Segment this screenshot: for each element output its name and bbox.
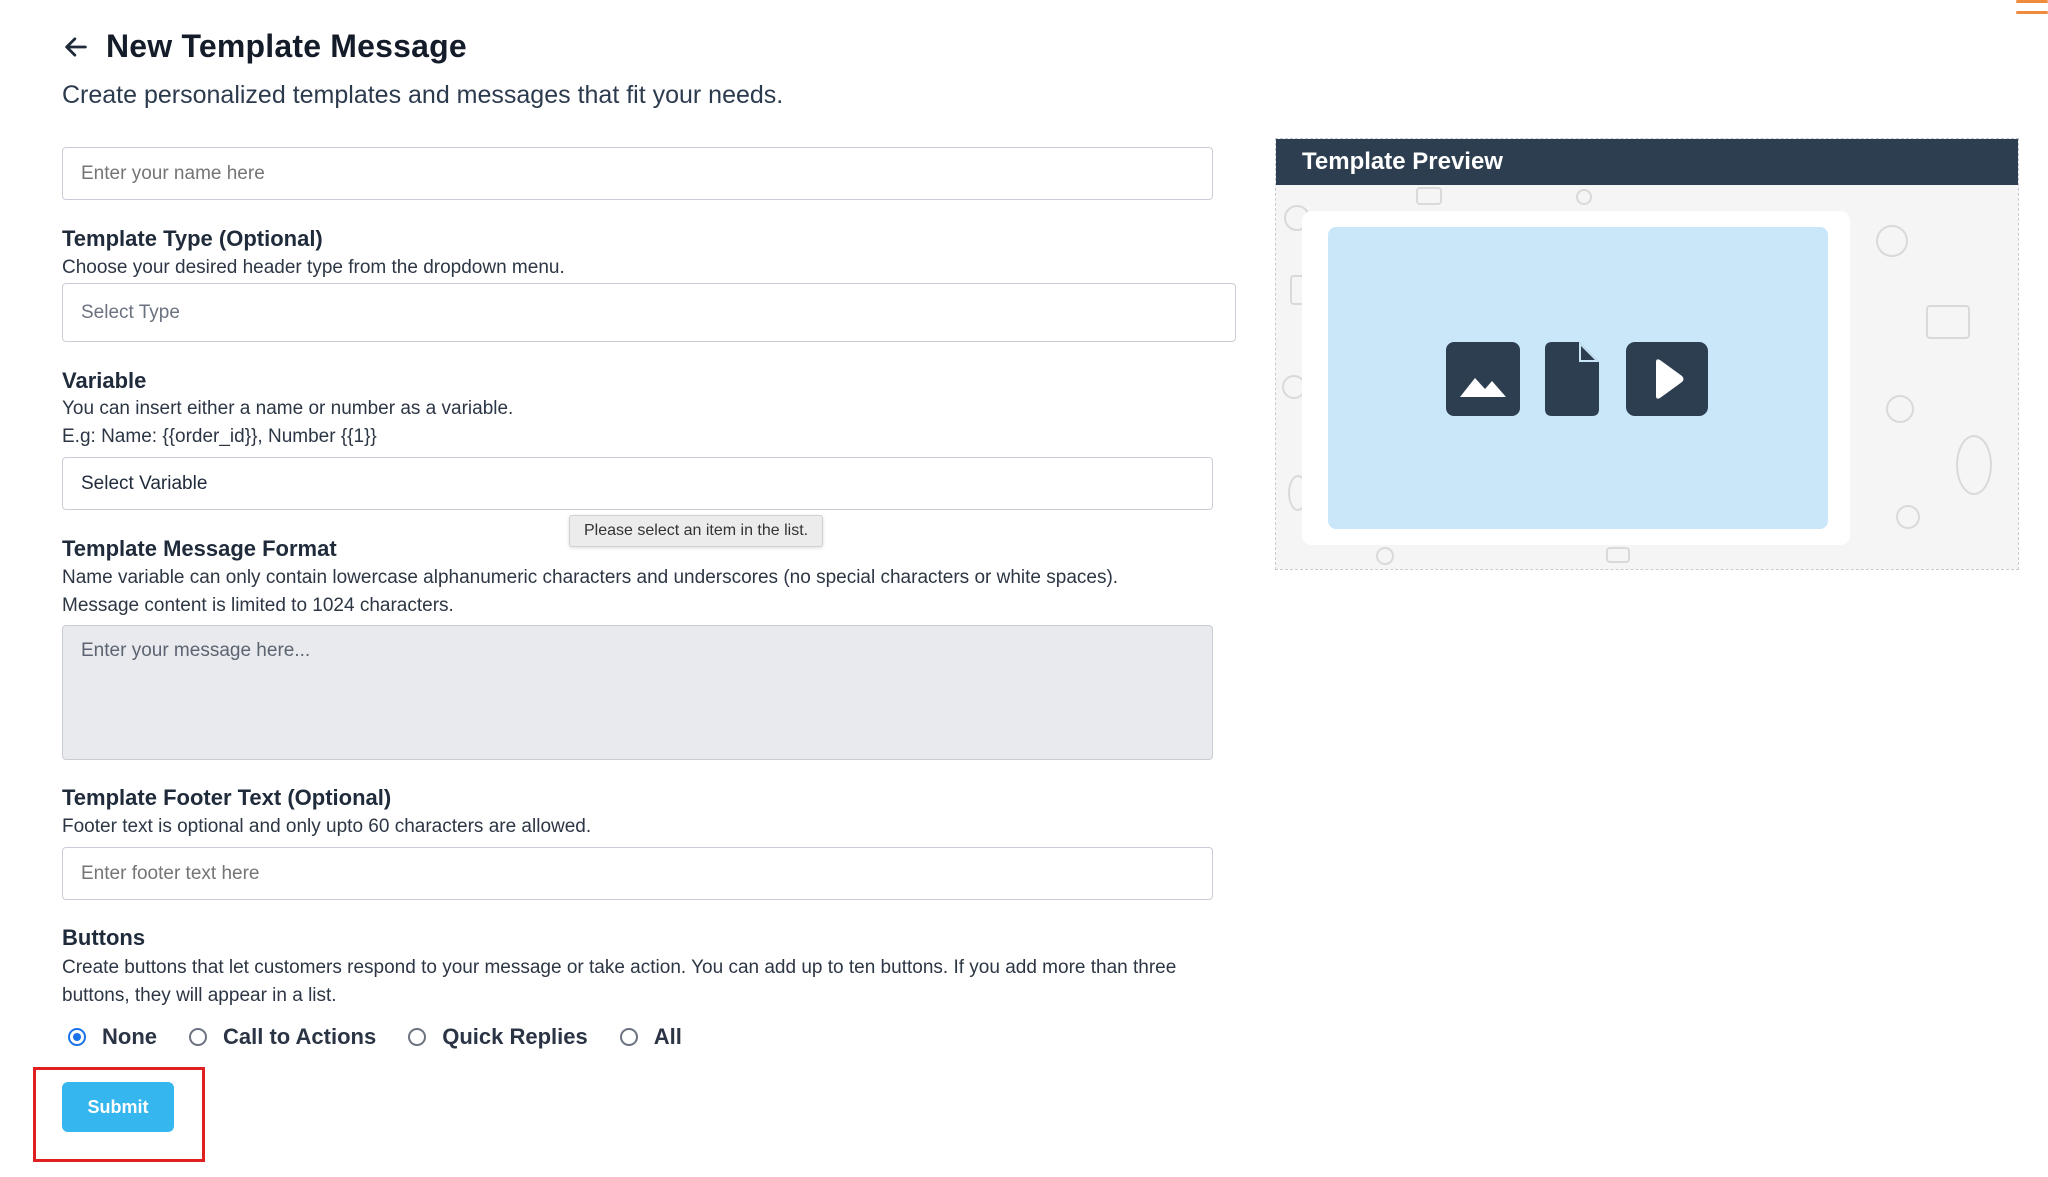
radio-quick-replies[interactable] bbox=[408, 1024, 588, 1050]
video-icon bbox=[1626, 342, 1708, 416]
message-format-label: Template Message Format bbox=[62, 536, 337, 561]
variable-value: Select Variable bbox=[81, 472, 208, 494]
radio-call-to-actions-label: Call to Actions bbox=[223, 1024, 377, 1049]
variable-help: You can insert either a name or number as a variable. bbox=[62, 398, 514, 419]
buttons-label: Buttons bbox=[62, 925, 146, 950]
document-icon bbox=[1545, 342, 1599, 416]
template-type-select[interactable] bbox=[62, 283, 1236, 342]
name-label-cut bbox=[62, 126, 102, 132]
radio-all-circle[interactable] bbox=[620, 1028, 638, 1046]
variable-select[interactable] bbox=[62, 457, 1213, 510]
radio-quick-replies-label: Quick Replies bbox=[442, 1024, 588, 1049]
doodle bbox=[1896, 505, 1920, 529]
footer-input[interactable] bbox=[62, 847, 1213, 900]
message-format-help: Name variable can only contain lowercase alphanumeric characters and underscores (no special characters or white spaces). Message content is limited to 1024 characters. bbox=[62, 567, 1119, 616]
message-textarea[interactable] bbox=[62, 625, 1213, 760]
footer-label: Template Footer Text (Optional) bbox=[62, 785, 392, 810]
doodle bbox=[1416, 187, 1442, 205]
radio-none[interactable] bbox=[68, 1024, 157, 1050]
variable-example: E.g: Name: {{order_id}}, Number {{1}} bbox=[62, 426, 377, 447]
radio-call-to-actions-circle[interactable] bbox=[189, 1028, 207, 1046]
image-icon bbox=[1446, 342, 1520, 416]
doodle bbox=[1606, 547, 1630, 563]
doodle bbox=[1576, 189, 1592, 205]
radio-none-label: None bbox=[102, 1024, 157, 1049]
buttons-radio-group bbox=[68, 1024, 714, 1050]
radio-none-circle[interactable] bbox=[68, 1028, 86, 1046]
message-placeholder: Enter your message here... bbox=[81, 640, 311, 661]
doodle bbox=[1926, 305, 1970, 339]
template-type-help: Choose your desired header type from the dropdown menu. bbox=[62, 257, 565, 278]
submit-button[interactable]: Submit bbox=[62, 1082, 174, 1132]
preview-body bbox=[1276, 185, 2018, 569]
footer-help: Footer text is optional and only upto 60 characters are allowed. bbox=[62, 816, 592, 837]
template-type-value: Select Type bbox=[81, 301, 180, 323]
buttons-help: Create buttons that let customers respond to your message or take action. You can add up to ten buttons. If you add more than three buttons, they will appear in a list. bbox=[62, 957, 1177, 1006]
radio-call-to-actions[interactable] bbox=[189, 1024, 376, 1050]
doodle bbox=[1956, 435, 1992, 495]
template-type-label: Template Type (Optional) bbox=[62, 226, 323, 251]
variable-label: Variable bbox=[62, 368, 147, 393]
back-arrow-icon[interactable] bbox=[62, 33, 90, 61]
preview-media-placeholder bbox=[1328, 227, 1828, 529]
menu-icon[interactable] bbox=[2016, 0, 2048, 22]
preview-title: Template Preview bbox=[1276, 139, 2018, 185]
doodle bbox=[1886, 395, 1914, 423]
radio-all-label: All bbox=[653, 1024, 682, 1049]
doodle bbox=[1376, 547, 1394, 565]
page-title: New Template Message bbox=[106, 28, 467, 64]
doodle bbox=[1876, 225, 1908, 257]
template-preview-panel bbox=[1275, 138, 2019, 570]
page-header bbox=[62, 28, 783, 110]
radio-quick-replies-circle[interactable] bbox=[408, 1028, 426, 1046]
validation-tooltip: Please select an item in the list. bbox=[569, 515, 823, 547]
page-subtitle: Create personalized templates and messages that fit your needs. bbox=[62, 81, 784, 109]
radio-all[interactable] bbox=[620, 1024, 682, 1050]
name-input[interactable] bbox=[62, 147, 1213, 200]
